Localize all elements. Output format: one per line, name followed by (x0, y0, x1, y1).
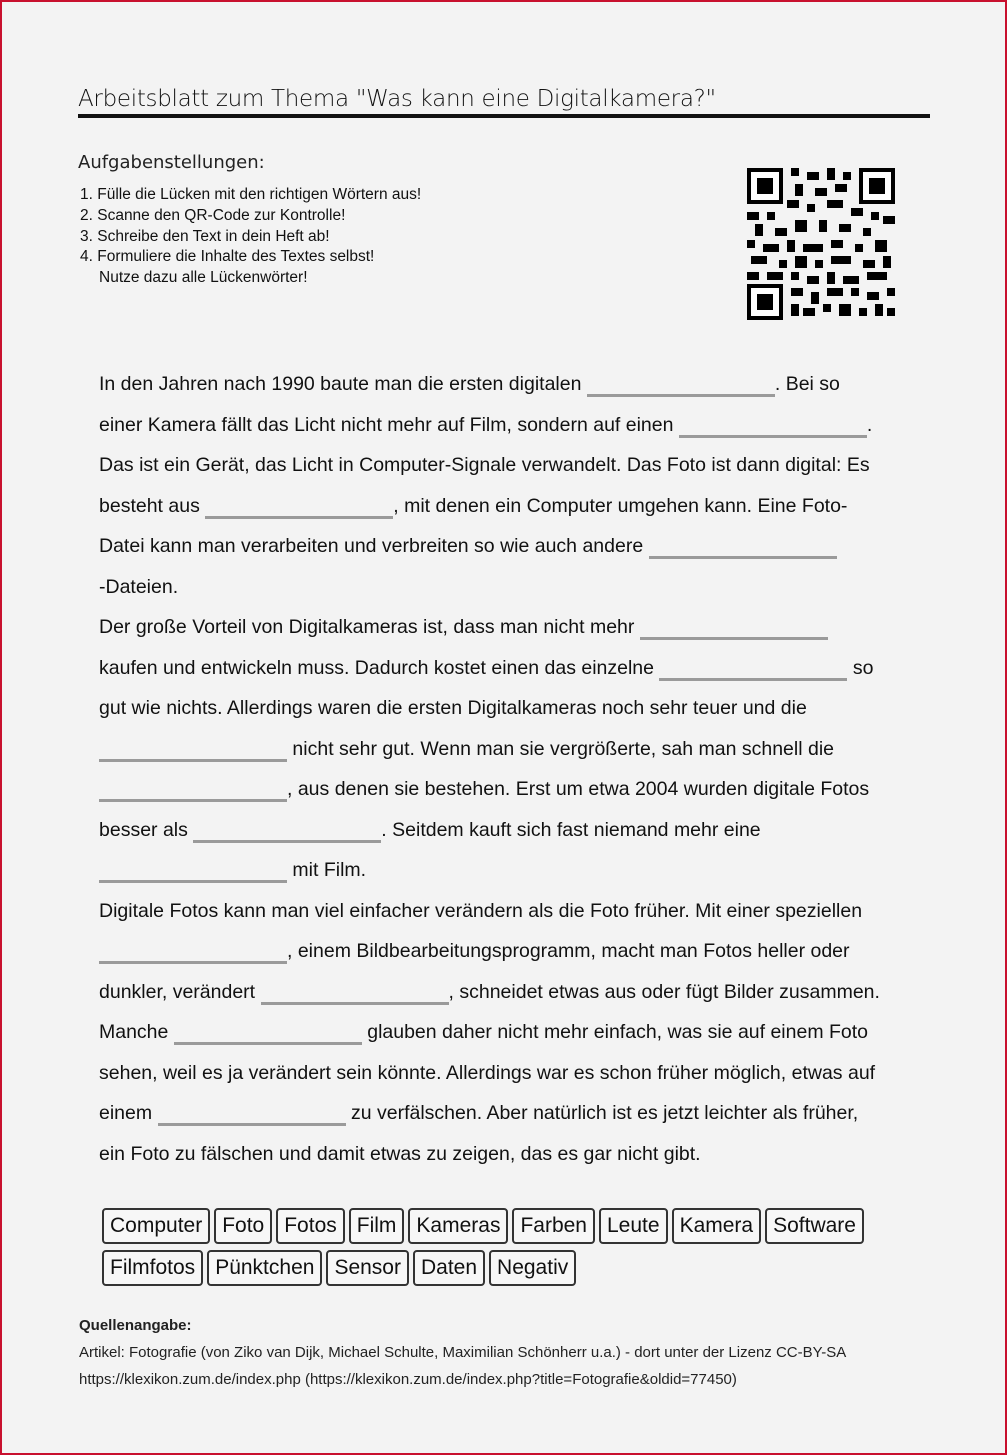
text-line: Das ist ein Gerät, das Licht in Computer-Signale verwandelt. Das Foto ist dann digital: Es (99, 454, 870, 476)
word-chip[interactable]: Leute (599, 1208, 668, 1244)
qr-code[interactable] (747, 168, 895, 320)
task-item-continuation: Nutze dazu alle Lückenwörter! (99, 269, 308, 287)
word-chip[interactable]: Film (349, 1208, 405, 1244)
text-line: Datei kann man verarbeiten und verbreiten so wie auch andere (99, 526, 929, 567)
blank-field[interactable] (158, 1102, 346, 1126)
blank-field[interactable] (205, 495, 393, 519)
text-line: gut wie nichts. Allerdings waren die ersten Digitalkameras noch sehr teuer und die (99, 697, 807, 719)
word-chip[interactable]: Kameras (408, 1208, 508, 1244)
blank-field[interactable] (99, 859, 287, 883)
text-line: mit Film. (99, 850, 929, 891)
text-line: , aus denen sie bestehen. Erst um etwa 2004 wurden digitale Fotos (99, 769, 929, 810)
word-chip[interactable]: Pünktchen (207, 1250, 322, 1286)
word-chip[interactable]: Software (765, 1208, 864, 1244)
word-chip[interactable]: Daten (413, 1250, 485, 1286)
word-chip[interactable]: Foto (214, 1208, 272, 1244)
source-heading: Quellenangabe: (79, 1317, 192, 1334)
text-line: In den Jahren nach 1990 baute man die ersten digitalen . Bei so (99, 373, 840, 395)
task-item: 2. Scanne den QR-Code zur Kontrolle! (80, 206, 346, 224)
worksheet-title: Arbeitsblatt zum Thema "Was kann eine Digitalkamera?" (78, 86, 930, 118)
word-chip[interactable]: Kamera (672, 1208, 762, 1244)
text-line: einer Kamera fällt das Licht nicht mehr auf Film, sondern auf einen . (99, 413, 873, 436)
word-chip[interactable]: Computer (102, 1208, 210, 1244)
word-bank-row (102, 1250, 922, 1292)
text-line: , einem Bildbearbeitungsprogramm, macht man Fotos heller oder (99, 931, 929, 972)
blank-field[interactable] (261, 981, 449, 1005)
blank-field[interactable] (99, 738, 287, 762)
text-line: besser als . Seitdem kauft sich fast niemand mehr eine (99, 818, 761, 841)
task-list (80, 185, 421, 289)
task-item: 1. Fülle die Lücken mit den richtigen Wörtern aus! (80, 186, 422, 203)
word-chip[interactable]: Negativ (489, 1250, 576, 1286)
task-item: 3. Schreibe den Text in dein Heft ab! (80, 227, 330, 245)
source-link[interactable]: https://klexikon.zum.de/index.php (https://klexikon.zum.de/index.php?title=Fotografie&oldid=77450) (79, 1371, 737, 1388)
blank-field[interactable] (587, 373, 775, 397)
text-line: -Dateien. (99, 575, 179, 598)
word-chip[interactable]: Farben (512, 1208, 595, 1244)
word-bank-row (102, 1208, 922, 1250)
tasks-heading: Aufgabenstellungen: (78, 152, 265, 173)
blank-field[interactable] (640, 616, 828, 640)
text-line: einem zu verfälschen. Aber natürlich ist es jetzt leichter als früher, (99, 1102, 859, 1124)
text-line: ein Foto zu fälschen und damit etwas zu zeigen, das es gar nicht gibt. (99, 1142, 701, 1165)
text-line: dunkler, verändert , schneidet etwas aus oder fügt Bilder zusammen. (99, 980, 880, 1003)
text-line: kaufen und entwickeln muss. Dadurch kostet einen das einzelne so (99, 656, 874, 679)
blank-field[interactable] (679, 414, 867, 438)
word-chip[interactable]: Filmfotos (102, 1250, 203, 1286)
blank-field[interactable] (99, 940, 287, 964)
cloze-text (99, 364, 929, 1174)
blank-field[interactable] (174, 1021, 362, 1045)
text-line: Manche glauben daher nicht mehr einfach, was sie auf einem Foto (99, 1021, 869, 1043)
word-chip[interactable]: Sensor (326, 1250, 409, 1286)
text-line: nicht sehr gut. Wenn man sie vergrößerte, sah man schnell die (99, 729, 929, 770)
blank-field[interactable] (659, 657, 847, 681)
text-line: Der große Vorteil von Digitalkameras ist, dass man nicht mehr (99, 607, 929, 648)
word-chip[interactable]: Fotos (276, 1208, 345, 1244)
text-line: besteht aus , mit denen ein Computer umgehen kann. Eine Foto- (99, 494, 848, 517)
blank-field[interactable] (193, 819, 381, 843)
text-line: Digitale Fotos kann man viel einfacher verändern als die Foto früher. Mit einer speziellen (99, 899, 863, 922)
source-text: Artikel: Fotografie (von Ziko van Dijk, Michael Schulte, Maximilian Schönherr u.a.) - dort unter der Lizenz CC-BY-SA (79, 1344, 847, 1361)
task-item: 4. Formuliere die Inhalte des Textes selbst! (80, 248, 375, 266)
text-line: sehen, weil es ja verändert sein könnte. Allerdings war es schon früher möglich, etwas auf (99, 1061, 876, 1084)
source-section (79, 1312, 846, 1393)
blank-field[interactable] (649, 535, 837, 559)
word-bank (102, 1208, 922, 1292)
blank-field[interactable] (99, 778, 287, 802)
